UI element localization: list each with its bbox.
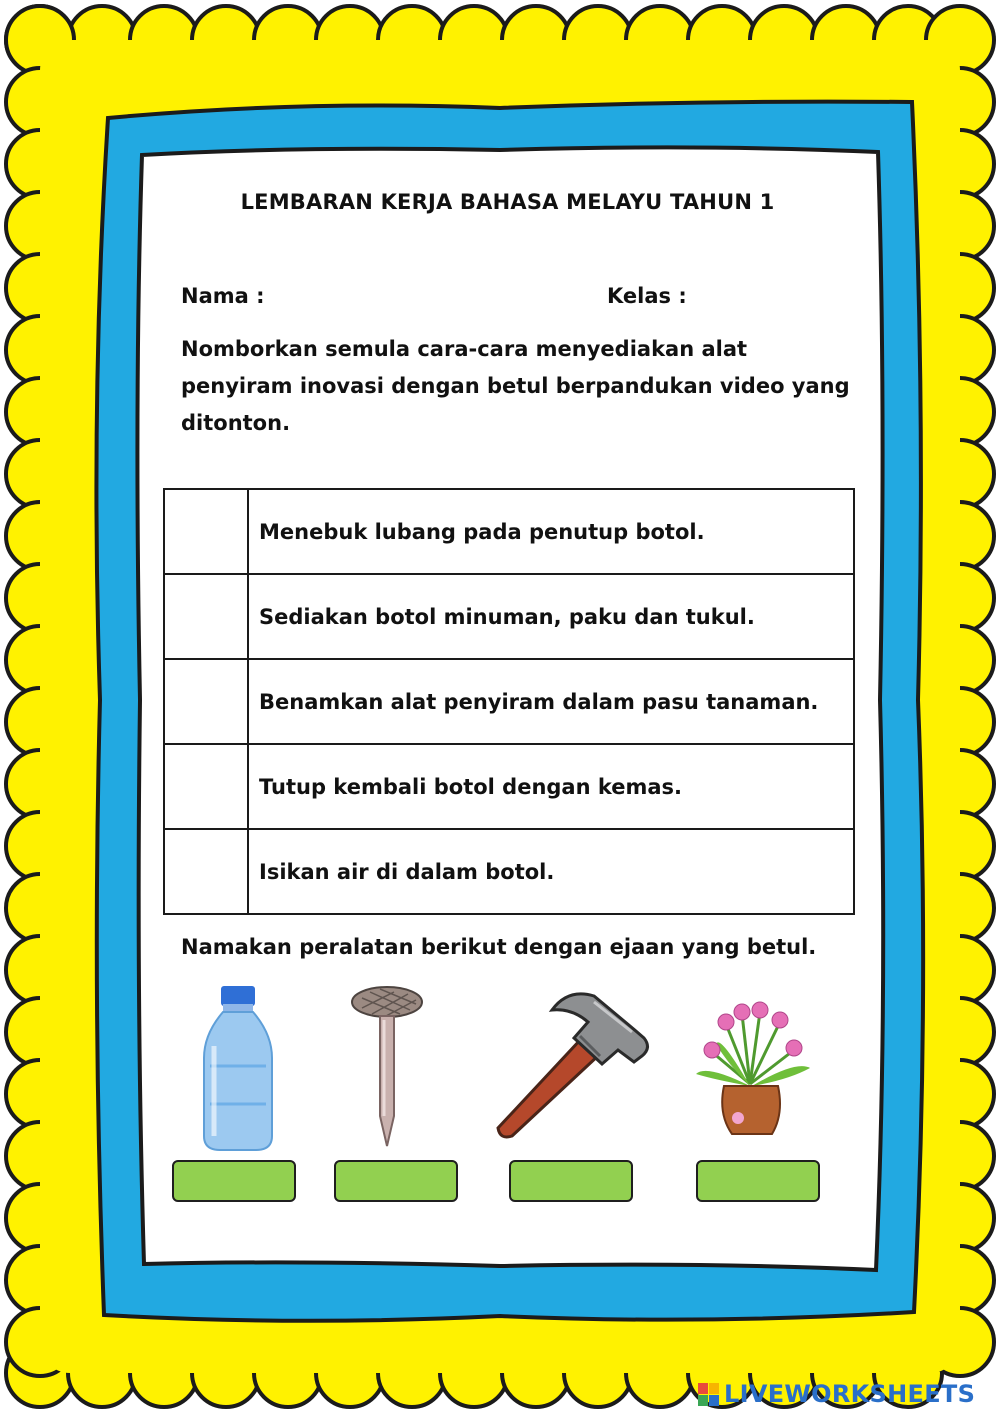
instruction-reorder: Nomborkan semula cara-cara menyediakan alat penyiram inovasi dengan betul berpandukan video yang ditonton. [181,337,850,435]
step-number-cell[interactable] [164,829,248,914]
hammer-icon [494,990,654,1140]
table-row [164,829,854,914]
answer-box-hammer[interactable] [509,1160,633,1202]
step-text: Benamkan alat penyiram dalam pasu tanaman. [248,659,854,744]
step-text: Isikan air di dalam botol. [248,829,854,914]
answer-box-nail[interactable] [334,1160,458,1202]
liveworksheets-logo-icon [698,1383,720,1407]
step-text: Tutup kembali botol dengan kemas. [248,744,854,829]
step-number-cell[interactable] [164,574,248,659]
liveworksheets-watermark [698,1380,996,1410]
watermark-text: LIVEWORKSHEETS [724,1380,976,1408]
instruction-name-tools: Namakan peralatan berikut dengan ejaan yang betul. [181,935,817,959]
table-row [164,574,854,659]
worksheet-title: LEMBARAN KERJA BAHASA MELAYU TAHUN 1 [240,190,775,214]
table-row [164,489,854,574]
step-text: Menebuk lubang pada penutup botol. [248,489,854,574]
step-number-cell[interactable] [164,659,248,744]
step-text: Sediakan botol minuman, paku dan tukul. [248,574,854,659]
nail-icon [350,986,424,1148]
answer-box-flower-pot[interactable] [696,1160,820,1202]
step-number-cell[interactable] [164,489,248,574]
class-label: Kelas : [607,284,687,308]
flower-pot-icon [676,994,826,1140]
step-number-cell[interactable] [164,744,248,829]
table-row [164,659,854,744]
bottle-icon [196,986,280,1154]
steps-table [163,488,855,915]
name-label: Nama : [181,284,265,308]
answer-box-bottle[interactable] [172,1160,296,1202]
table-row [164,744,854,829]
